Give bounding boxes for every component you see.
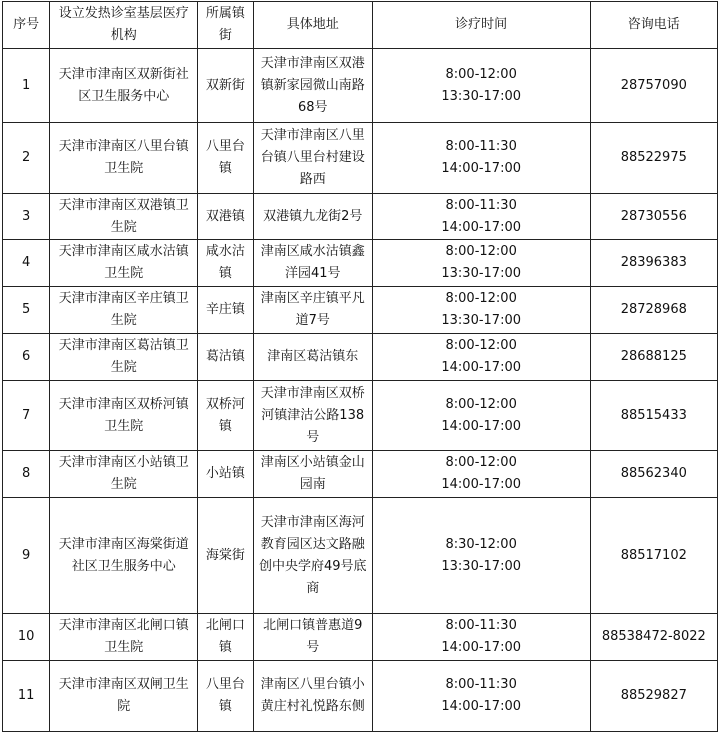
phone: 28728968 bbox=[590, 287, 717, 334]
header-org: 设立发热诊室基层医疗机构 bbox=[50, 2, 198, 49]
hours bbox=[372, 287, 590, 334]
hours-morning: 8:30-12:00 bbox=[445, 536, 517, 552]
table-row bbox=[3, 240, 718, 287]
town-name: 辛庄镇 bbox=[198, 287, 253, 334]
hours-afternoon: 14:00-17:00 bbox=[441, 219, 521, 235]
table-row bbox=[3, 334, 718, 381]
org-name: 天津市津南区双闸卫生院 bbox=[50, 661, 198, 732]
hours bbox=[372, 194, 590, 240]
table-header-row bbox=[3, 2, 718, 49]
org-name: 天津市津南区双桥河镇卫生院 bbox=[50, 381, 198, 451]
address: 津南区咸水沽镇鑫洋园41号 bbox=[253, 240, 372, 287]
org-name: 天津市津南区八里台镇卫生院 bbox=[50, 123, 198, 194]
hours-afternoon: 14:00-17:00 bbox=[441, 418, 521, 434]
table-row bbox=[3, 287, 718, 334]
org-name: 天津市津南区葛沽镇卫生院 bbox=[50, 334, 198, 381]
phone: 88515433 bbox=[590, 381, 717, 451]
phone: 88517102 bbox=[590, 498, 717, 614]
hours-afternoon: 14:00-17:00 bbox=[441, 699, 521, 714]
row-number: 10 bbox=[3, 614, 50, 661]
org-name: 天津市津南区双港镇卫生院 bbox=[50, 194, 198, 240]
town-name: 八里台镇 bbox=[198, 661, 253, 732]
hours-afternoon: 13:30-17:00 bbox=[441, 266, 521, 281]
row-number: 4 bbox=[3, 240, 50, 287]
hours-morning: 8:00-11:30 bbox=[445, 618, 517, 633]
row-number: 3 bbox=[3, 194, 50, 240]
hours bbox=[372, 49, 590, 123]
hours-morning: 8:00-12:00 bbox=[445, 338, 517, 353]
header-hours: 诊疗时间 bbox=[372, 2, 590, 49]
hours-afternoon: 13:30-17:00 bbox=[441, 88, 521, 104]
hours-morning: 8:00-12:00 bbox=[445, 455, 517, 470]
hours-afternoon: 14:00-17:00 bbox=[441, 477, 521, 492]
hours-afternoon: 14:00-17:00 bbox=[441, 161, 521, 176]
hours-afternoon: 13:30-17:00 bbox=[441, 313, 521, 328]
phone: 88562340 bbox=[590, 451, 717, 498]
table-row bbox=[3, 451, 718, 498]
town-name: 咸水沽镇 bbox=[198, 240, 253, 287]
table-row bbox=[3, 49, 718, 123]
table-row bbox=[3, 498, 718, 614]
hours-morning: 8:00-11:30 bbox=[445, 139, 517, 154]
hours bbox=[372, 381, 590, 451]
town-name: 双桥河镇 bbox=[198, 381, 253, 451]
row-number: 11 bbox=[3, 661, 50, 732]
town-name: 双新街 bbox=[198, 49, 253, 123]
table-row bbox=[3, 381, 718, 451]
header-phone: 咨询电话 bbox=[590, 2, 717, 49]
row-number: 7 bbox=[3, 381, 50, 451]
hours-afternoon: 14:00-17:00 bbox=[441, 640, 521, 655]
org-name: 天津市津南区双新街社区卫生服务中心 bbox=[50, 49, 198, 123]
org-name: 天津市津南区小站镇卫生院 bbox=[50, 451, 198, 498]
town-name: 葛沽镇 bbox=[198, 334, 253, 381]
table-row bbox=[3, 123, 718, 194]
town-name: 双港镇 bbox=[198, 194, 253, 240]
hours-afternoon: 14:00-17:00 bbox=[441, 360, 521, 375]
header-town: 所属镇街 bbox=[198, 2, 253, 49]
row-number: 1 bbox=[3, 49, 50, 123]
hours-morning: 8:00-11:30 bbox=[445, 197, 517, 213]
clinic-table bbox=[2, 1, 718, 732]
address: 津南区辛庄镇平凡道7号 bbox=[253, 287, 372, 334]
address: 津南区小站镇金山园南 bbox=[253, 451, 372, 498]
row-number: 5 bbox=[3, 287, 50, 334]
address: 天津市津南区八里台镇八里台村建设路西 bbox=[253, 123, 372, 194]
hours-morning: 8:00-12:00 bbox=[445, 396, 517, 412]
address: 津南区八里台镇小黄庄村礼悦路东侧 bbox=[253, 661, 372, 732]
org-name: 天津市津南区海棠街道社区卫生服务中心 bbox=[50, 498, 198, 614]
hours-afternoon: 13:30-17:00 bbox=[441, 558, 521, 574]
hours-morning: 8:00-11:30 bbox=[445, 677, 517, 692]
phone: 28757090 bbox=[590, 49, 717, 123]
hours bbox=[372, 123, 590, 194]
address: 北闸口镇普惠道9号 bbox=[253, 614, 372, 661]
org-name: 天津市津南区辛庄镇卫生院 bbox=[50, 287, 198, 334]
phone: 88538472-8022 bbox=[590, 614, 717, 661]
phone: 28730556 bbox=[590, 194, 717, 240]
row-number: 9 bbox=[3, 498, 50, 614]
phone: 28396383 bbox=[590, 240, 717, 287]
hours bbox=[372, 614, 590, 661]
org-name: 天津市津南区北闸口镇卫生院 bbox=[50, 614, 198, 661]
town-name: 北闸口镇 bbox=[198, 614, 253, 661]
table-row bbox=[3, 194, 718, 240]
header-address: 具体地址 bbox=[253, 2, 372, 49]
hours-morning: 8:00-12:00 bbox=[445, 244, 517, 259]
town-name: 小站镇 bbox=[198, 451, 253, 498]
hours bbox=[372, 661, 590, 732]
table-row bbox=[3, 661, 718, 732]
hours-morning: 8:00-12:00 bbox=[445, 291, 517, 306]
address: 天津市津南区双桥河镇津沽公路138号 bbox=[253, 381, 372, 451]
org-name: 天津市津南区咸水沽镇卫生院 bbox=[50, 240, 198, 287]
address: 津南区葛沽镇东 bbox=[253, 334, 372, 381]
address: 天津市津南区双港镇新家园微山南路68号 bbox=[253, 49, 372, 123]
hours bbox=[372, 498, 590, 614]
row-number: 2 bbox=[3, 123, 50, 194]
address: 天津市津南区海河教育园区达文路融创中央学府49号底商 bbox=[253, 498, 372, 614]
phone: 88522975 bbox=[590, 123, 717, 194]
row-number: 6 bbox=[3, 334, 50, 381]
hours bbox=[372, 334, 590, 381]
town-name: 八里台镇 bbox=[198, 123, 253, 194]
hours-morning: 8:00-12:00 bbox=[445, 66, 517, 82]
phone: 28688125 bbox=[590, 334, 717, 381]
phone: 88529827 bbox=[590, 661, 717, 732]
hours bbox=[372, 451, 590, 498]
address: 双港镇九龙街2号 bbox=[253, 194, 372, 240]
table-row bbox=[3, 614, 718, 661]
town-name: 海棠街 bbox=[198, 498, 253, 614]
hours bbox=[372, 240, 590, 287]
row-number: 8 bbox=[3, 451, 50, 498]
header-no: 序号 bbox=[3, 2, 50, 49]
